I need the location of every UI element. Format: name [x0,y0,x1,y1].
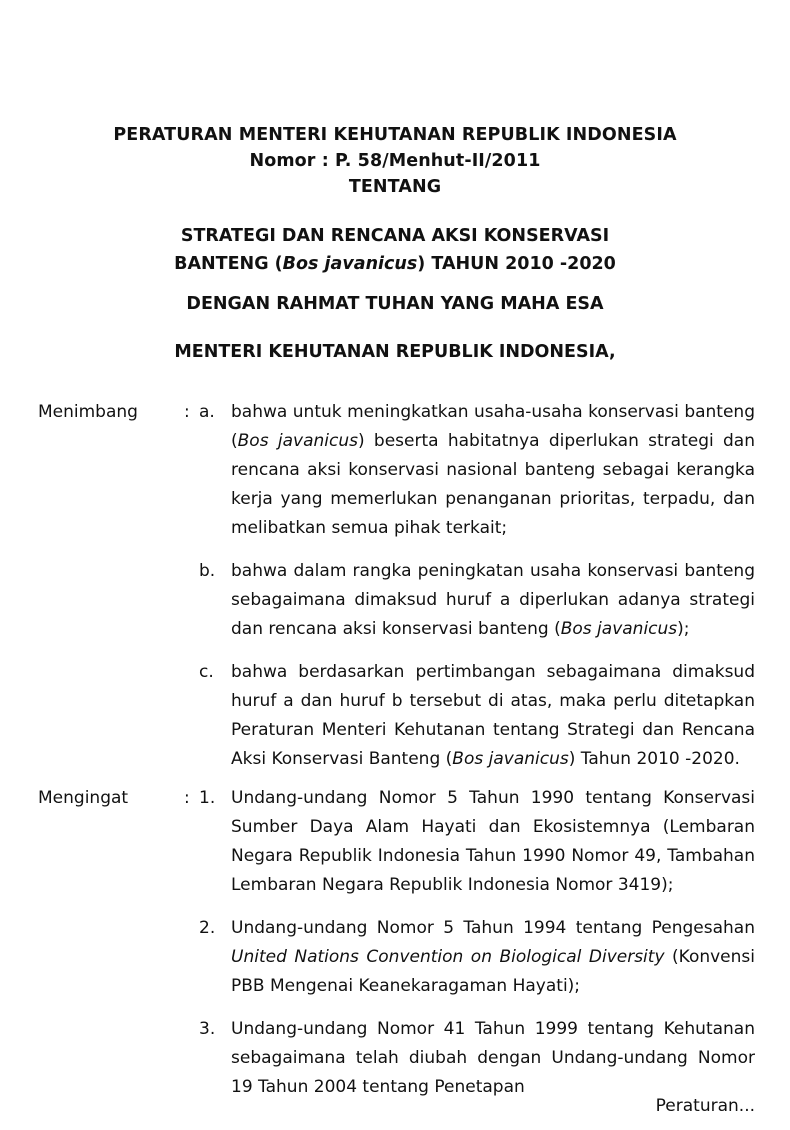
clause-marker: c. [199,662,214,682]
clause-items-mengingat [199,784,755,1102]
clause-text [231,398,755,543]
document-title [0,222,790,278]
clause-text [231,557,755,644]
clause-text-italic: United Nations Convention on Biological Diversity [231,947,665,967]
clause-section-mengingat [38,784,755,1102]
clause-row [38,784,755,1102]
clause-text [231,658,755,774]
clause-item-2 [199,914,755,1001]
clause-item-1 [199,784,755,900]
clause-text-italic: Bos javanicus [237,431,358,451]
clause-label-menimbang: Menimbang [38,402,138,422]
clause-text-italic: Bos javanicus [452,749,569,769]
title-species-name: Bos javanicus [282,254,418,274]
clause-row [38,398,755,774]
clause-section-menimbang [38,398,755,774]
clause-text [231,914,755,1001]
clause-marker: 2. [199,918,216,938]
title-line-2-prefix: BANTENG ( [174,254,283,274]
clause-item-3 [199,1015,755,1102]
clause-text-part-2: ) Tahun 2010 -2020. [568,749,740,769]
header-line-regulation: PERATURAN MENTERI KEHUTANAN REPUBLIK INDONESIA [113,125,677,145]
clause-marker: 1. [199,788,216,808]
clause-marker: b. [199,561,216,581]
clause-item-b [199,557,755,644]
authority-line: MENTERI KEHUTANAN REPUBLIK INDONESIA, [174,342,616,362]
clause-text [231,784,755,900]
clause-text-part-1: Undang-undang Nomor 5 Tahun 1994 tentang Pengesahan [231,918,755,938]
clause-colon: : [184,402,190,422]
clause-items-menimbang [199,398,755,774]
clause-text-part-1: Undang-undang Nomor 41 Tahun 1999 tentang Kehutanan sebagaimana telah diubah dengan Undang-undang Nomor 19 Tahun 2004 tentang Penetapan [231,1019,755,1097]
header-line-tentang: TENTANG [348,177,442,197]
clause-label-mengingat: Mengingat [38,788,129,808]
clause-text-part-1: bahwa dalam rangka peningkatan usaha konservasi banteng sebagaimana dimaksud huruf a diperlukan adanya strategi dan rencana aksi konservasi banteng ( [231,561,755,639]
header-line-number: Nomor : P. 58/Menhut-II/2011 [249,151,541,171]
document-header [0,122,790,200]
title-line-2 [0,250,790,278]
invocation-line: DENGAN RAHMAT TUHAN YANG MAHA ESA [186,294,604,314]
clause-text-part-1: bahwa untuk meningkatkan usaha-usaha konservasi banteng ( [231,402,755,451]
clause-item-a [199,398,755,543]
clause-marker: 3. [199,1019,216,1039]
clause-text-part-2: (Konvensi PBB Mengenai Keanekaragaman Hayati); [231,947,755,996]
clause-colon: : [184,788,190,808]
clause-text [231,1015,755,1102]
title-line-1: STRATEGI DAN RENCANA AKSI KONSERVASI [180,226,610,246]
clause-text-part-2: ); [677,619,690,639]
clause-text-part-2: ) beserta habitatnya diperlukan strategi dan rencana aksi konservasi nasional banteng sebagai kerangka kerja yang memerlukan penanganan prioritas, terpadu, dan melibatkan semua pihak terkait; [231,431,755,538]
clause-text-part-1: Undang-undang Nomor 5 Tahun 1990 tentang Konservasi Sumber Daya Alam Hayati dan Ekosistemnya (Lembaran Negara Republik Indonesia Tahun 1990 Nomor 49, Tambahan Lembaran Negara Republik Indonesia Nomor 3419); [231,788,755,895]
clause-item-c [199,658,755,774]
clause-marker: a. [199,402,215,422]
clause-text-part-1: bahwa berdasarkan pertimbangan sebagaimana dimaksud huruf a dan huruf b tersebut di atas, maka perlu ditetapkan Peraturan Menteri Kehutanan tentang Strategi dan Rencana Aksi Konservasi Banteng ( [231,662,755,769]
clause-text-italic: Bos javanicus [560,619,678,639]
title-line-2-suffix: ) TAHUN 2010 -2020 [417,254,616,274]
page-catchword: Peraturan... [655,1096,755,1116]
